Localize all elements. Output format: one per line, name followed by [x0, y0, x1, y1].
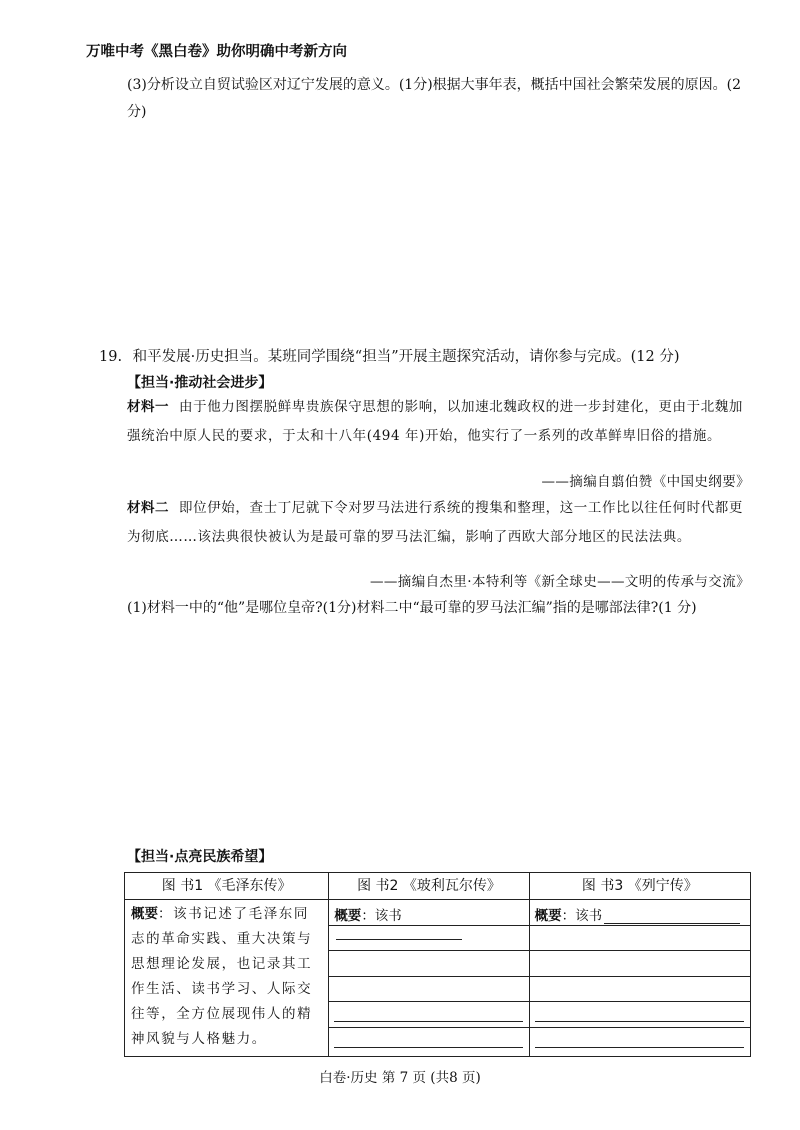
summary-label: 概要	[534, 908, 562, 924]
section-title-hope: 【担当·点亮民族希望】	[127, 849, 273, 865]
question-number: 19.	[99, 349, 123, 365]
material-1-text: 由于他力图摆脱鲜卑贵族保守思想的影响，以加速北魏政权的进一步封建化，更由于北魏加强统治中原人民的要求，于太和十八年(494 年)开始，他实行了一系列的改革鲜卑旧俗的措施。	[127, 399, 743, 444]
answer-line[interactable]	[530, 926, 750, 952]
fill-prefix: ：该书	[361, 908, 402, 924]
answer-line[interactable]	[530, 951, 750, 977]
book-2-header: 图 书2 《玻利瓦尔传》	[329, 873, 529, 900]
page-header: 万唯中考《黑白卷》助你明确中考新方向	[86, 44, 347, 60]
question-18-part-3: (3)分析设立自贸试验区对辽宁发展的意义。(1分)根据大事年表，概括中国社会繁荣发展的原因。(2分)	[127, 77, 742, 120]
material-2-text: 即位伊始，查士丁尼就下令对罗马法进行系统的搜集和整理，这一工作比以往任何时代都更为彻底……该法典很快被认为是最可靠的罗马法汇编，影响了西欧大部分地区的民法法典。	[127, 500, 743, 545]
book-3-header: 图 书3 《列宁传》	[529, 873, 750, 900]
book-1-summary-text: ：该书记述了毛泽东同志的革命实践、重大决策与思想理论发展，也记录其工作生活、读书学习、人际交往等，全方位展现伟人的精神风貌与人格魅力。	[131, 906, 313, 1047]
answer-blank[interactable]	[604, 909, 740, 924]
question-stem: 和平发展·历史担当。某班同学围绕“担当”开展主题探究活动，请你参与完成。(12 分)	[132, 349, 680, 365]
answer-line[interactable]	[329, 926, 528, 952]
question-19-stem	[99, 345, 679, 366]
material-1-label: 材料一	[127, 399, 169, 415]
material-2	[127, 494, 752, 552]
summary-label: 概要	[334, 908, 362, 924]
book-3-row	[530, 900, 750, 926]
fill-prefix: ：该书	[561, 908, 603, 924]
material-1	[127, 393, 752, 451]
book-3-answer-area[interactable]	[529, 900, 750, 1057]
book-2-answer-area[interactable]	[329, 900, 529, 1057]
answer-line[interactable]	[530, 977, 750, 1003]
question-19-part-1: (1)材料一中的“他”是哪位皇帝?(1分)材料二中“最可靠的罗马法汇编”指的是哪部法律?(1 分)	[127, 600, 697, 616]
books-table	[124, 872, 751, 1057]
page-footer: 白卷·历史 第 7 页 (共8 页)	[319, 1070, 481, 1086]
answer-line[interactable]	[329, 951, 528, 977]
book-2-row	[329, 900, 528, 926]
answer-line[interactable]	[329, 1002, 528, 1028]
section-title-progress: 【担当·推动社会进步】	[127, 375, 273, 391]
answer-line[interactable]	[530, 1028, 750, 1053]
book-1-header: 图 书1 《毛泽东传》	[125, 873, 329, 900]
material-2-source: ——摘编自杰里·本特利等《新全球史——文明的传承与交流》	[370, 574, 750, 590]
material-2-label: 材料二	[127, 500, 169, 516]
summary-label: 概要	[131, 906, 158, 922]
answer-line[interactable]	[329, 1028, 528, 1053]
material-1-source: ——摘编自翦伯赞《中国史纲要》	[541, 474, 750, 490]
book-1-summary	[125, 900, 329, 1057]
answer-line[interactable]	[530, 1002, 750, 1028]
answer-line[interactable]	[329, 977, 528, 1003]
